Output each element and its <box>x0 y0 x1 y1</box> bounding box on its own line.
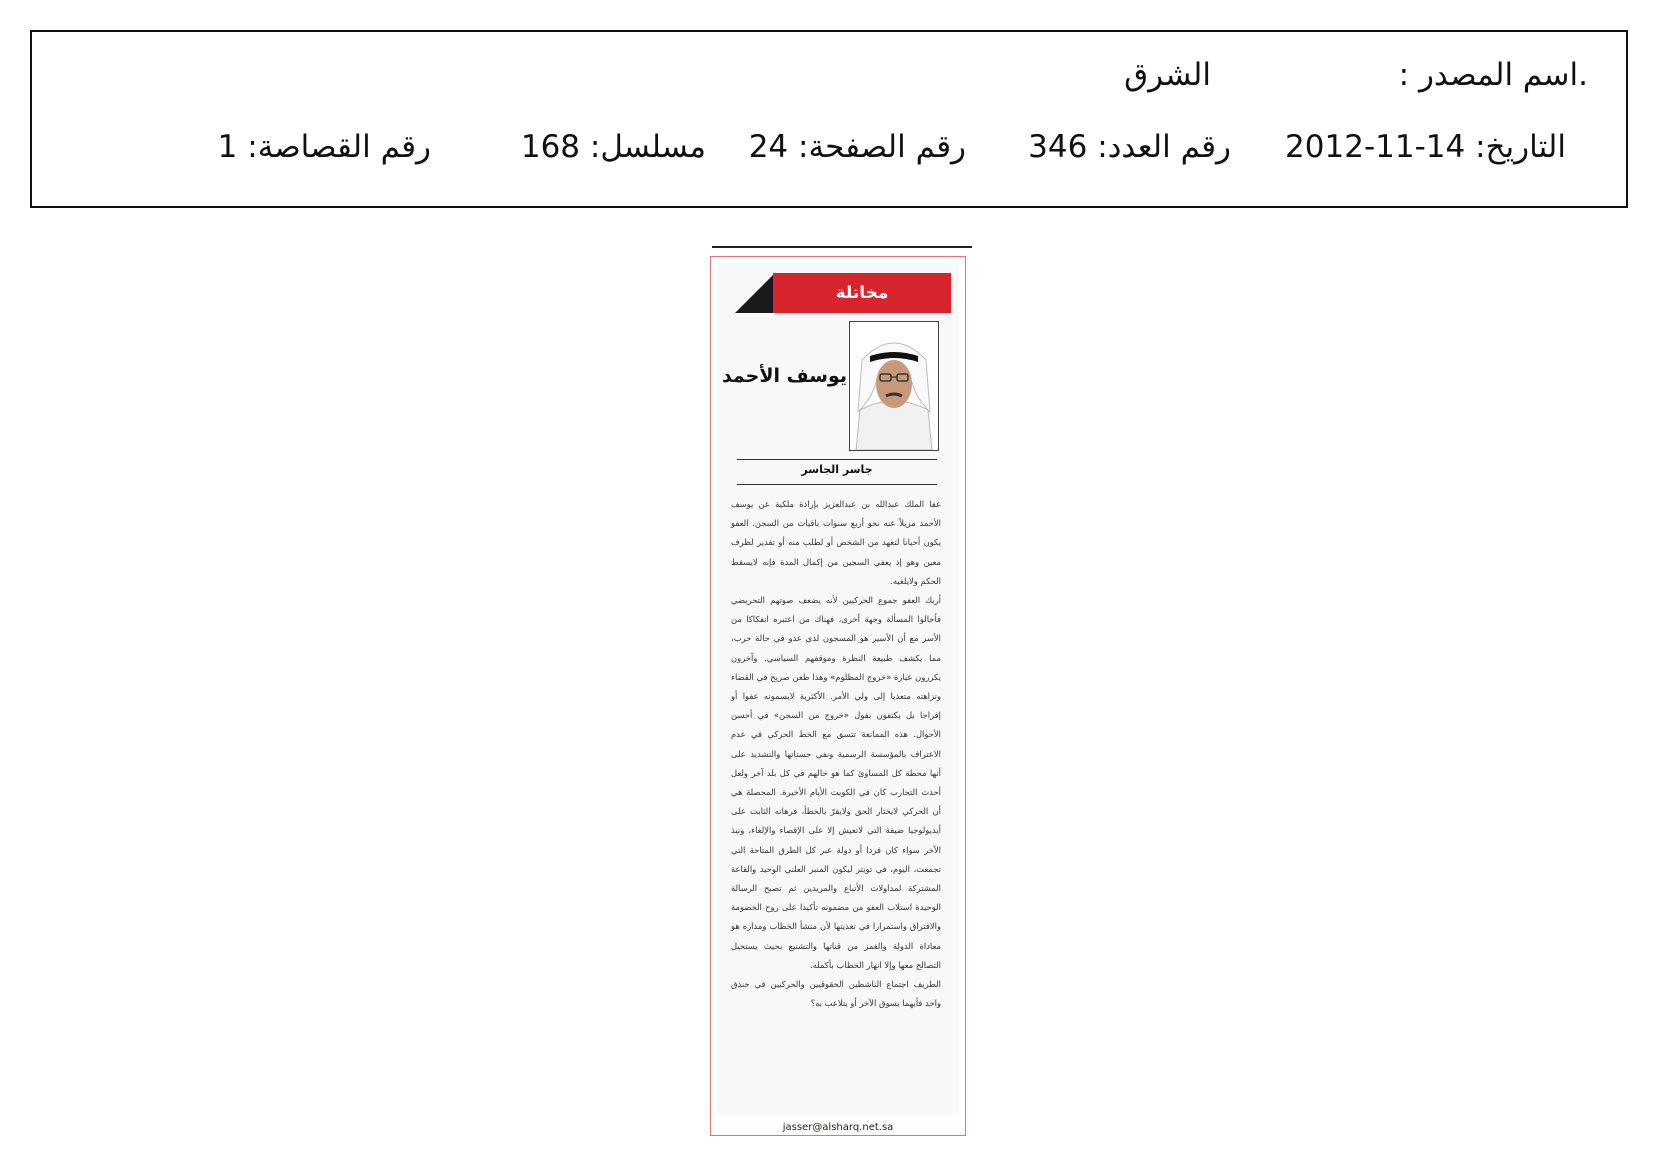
clip-top-rule <box>712 246 972 248</box>
source-label: .اسم المصدر : <box>1398 57 1588 93</box>
date-label: التاريخ: <box>1475 129 1566 165</box>
article-paragraph: أربك العفو جموع الحركيين لأنه يضعف صوتهم التحريضي فأحالوا المسألة وجهة أخرى، فهناك من اعتبره انفكاكا من الأسر مع أن الأسير هو المسجون لدى عدو في حالة حرب، مما يكشف طبيعة النظرة وموقفهم السياسي. وآخرون يكررون عبارة «خروج المظلوم» وهذا طعن صريح في القضاء ونزاهته متعديا إلى ولي الأمر. الأكثرية لايسمونه عفوا أو إفراجا بل يكتفون بقول «خروج من السجن» في أحسن الأحوال. هذه الممانعة تتسق مع الخط الحركي في عدم الاعتراف بالمؤسسة الرسمية ونفي حسناتها والتشديد على أنها محطة كل المساوئ كما هو حالهم في كل بلد آخر ولعل أحدث التجارب كان في الكويت الأيام الأخيرة. المحصلة هي أن الحركي لايختار الحق ولايقرّ بالخطأ، فرهانه الثابت على أيديولوجيا ضيقة التي لاتعيش إلا على الإقصاء والإلغاء، ونبذ الآخر سواء كان فردا أو دولة عبر كل الطرق المتاحة التي تجمعت، اليوم، في تويتر ليكون المنبر العلني الوحيد والقاعة المشتركة لمداولات الأتباع والمريدين ثم تصبح الرسالة الوحيدة استلاب العفو من مضمونه تأكيدا على روح الخصومة والافتراق واستمرارا في تغذيتها لأن منشأ الخطاب ومداره هو معاداة الدولة والغمز من قناتها والتشنيع بحيث يستحيل التصالح معها وإلا انهار الخطاب بأكمله. <box>731 595 941 970</box>
author-portrait-icon <box>850 322 938 450</box>
section-title: مخاتلة <box>835 283 889 303</box>
source-value: الشرق <box>1124 57 1211 93</box>
divider-bottom <box>737 484 937 485</box>
divider-top <box>737 459 937 460</box>
issue-field <box>1028 129 1231 165</box>
clipping-body <box>717 263 959 1115</box>
column-author: جاسر الجاسر <box>801 463 873 476</box>
clip-metadata-box <box>30 30 1628 208</box>
article-paragraph: الطريف اجتماع الناشطين الحقوقيين والحركيين في خندق واحد فأيهما يسوق الآخر أو يتلاعب به؟ <box>731 979 941 1009</box>
clip-number-value: 1 <box>217 129 238 165</box>
newspaper-clipping <box>710 256 966 1136</box>
author-photo <box>849 321 939 451</box>
article-body <box>731 495 941 1013</box>
page-field <box>748 129 966 165</box>
serial-field <box>520 129 706 165</box>
author-name: يوسف الأحمد <box>721 365 847 387</box>
serial-value: 168 <box>520 129 581 165</box>
page-label: رقم الصفحة: <box>798 129 966 165</box>
page-value: 24 <box>748 129 789 165</box>
issue-label: رقم العدد: <box>1097 129 1231 165</box>
serial-label: مسلسل: <box>589 129 706 165</box>
date-value: 2012-11-14 <box>1285 129 1466 165</box>
author-email: jasser@alsharq.net.sa <box>782 1122 894 1133</box>
article-paragraph: عفا الملك عبدالله بن عبدالعزيز بإرادة ملكية عن يوسف الأحمد مزيلاً عنه نحو أربع سنوات باقيات من السجن. العفو يكون أحيانا لتعهد من الشخص أو لطلب منه أو تقدير لظرف معين وهو إذ يعفي السجين من إكمال المدة فإنه لايسقط الحكم ولايلغيه. <box>731 499 941 586</box>
banner-corner <box>735 273 775 313</box>
issue-value: 346 <box>1028 129 1088 165</box>
clip-number-label: رقم القصاصة: <box>247 129 431 165</box>
date-field <box>1285 129 1566 165</box>
clip-number-field <box>217 129 431 165</box>
section-banner <box>735 273 951 313</box>
